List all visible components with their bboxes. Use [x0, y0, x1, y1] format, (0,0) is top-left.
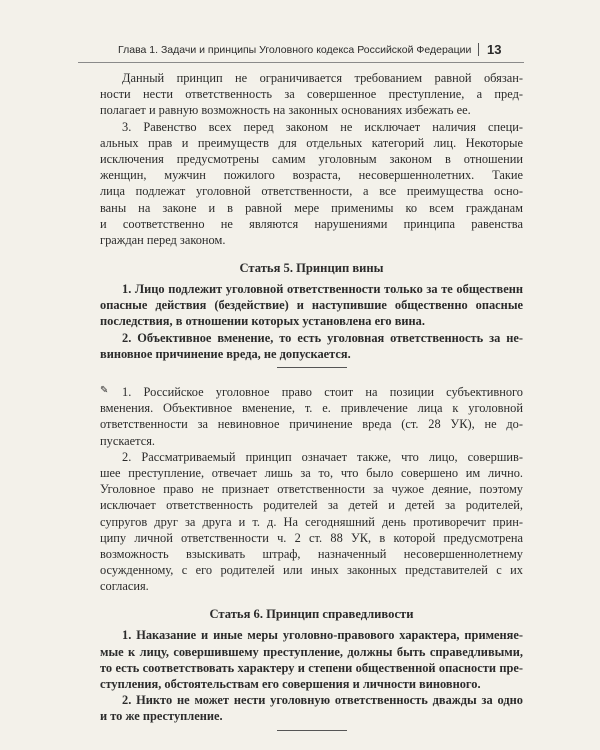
text-line: и то же преступление.	[100, 709, 223, 724]
text-line: 1. Лицо подлежит уголовной ответственности только за те общественн	[122, 282, 523, 297]
commentary-5-item-2	[100, 449, 523, 595]
text-line: исключения предусмотрены самим уголовным законом в отношении	[100, 151, 523, 166]
text-line: 2. Никто не может нести уголовную ответственность дважды за одно	[122, 693, 523, 708]
article-5-part-2	[100, 330, 523, 362]
section-divider	[277, 367, 347, 368]
text-line: 1. Российское уголовное право стоит на позиции субъективного	[122, 385, 523, 399]
intro-paragraph	[100, 70, 523, 119]
text-line: ности нести ответственность за совершенное преступление, а пред-	[100, 87, 523, 102]
pencil-icon: ✎	[100, 385, 109, 396]
article-6-part-1	[100, 627, 523, 692]
text-line: лица подлежат уголовной ответственности, а все преимущества осно-	[100, 184, 523, 199]
article-6-part-2	[100, 692, 523, 724]
text-line: виновное причинение вреда, не допускается.	[100, 346, 351, 361]
text-line: ступления, обстоятельствам его совершения и личности виновного.	[100, 677, 481, 691]
page-number: 13	[487, 42, 502, 57]
text-line: Уголовное право не признает ответственности за чужое деяние, поэтому	[100, 482, 523, 497]
article-6-title: Статья 6. Принцип справедливости	[209, 607, 414, 622]
text-line: опасные действия (бездействие) и наступившие общественно опасные	[100, 298, 523, 313]
text-line: мые к лицу, совершившему преступление, должны быть справедливыми,	[100, 644, 523, 659]
text-line: пускается.	[100, 433, 156, 448]
text-line: шее преступление, отвечает лишь за то, что было совершено им лично.	[100, 465, 523, 480]
text-line: последствия, в отношении которых установлена его вина.	[100, 314, 425, 329]
commentary-5-item-1	[100, 384, 523, 449]
text-line: 1. Наказание и иные меры уголовно-правового характера, применяе-	[122, 628, 523, 643]
article-5-part-1	[100, 281, 523, 330]
article-5-title: Статья 5. Принцип вины	[239, 261, 384, 276]
section-divider	[277, 730, 347, 731]
running-header	[118, 44, 520, 56]
text-line: 2. Рассматриваемый принцип означает также, что лицо, совершив-	[122, 449, 523, 464]
text-line: Данный принцип не ограничивается требованием равной обязан-	[122, 71, 523, 85]
header-rule	[78, 62, 524, 63]
text-line: граждан перед законом.	[100, 232, 226, 247]
chapter-title: Глава 1. Задачи и принципы Уголовного кодекса Российской Федерации	[118, 44, 472, 56]
text-line: то есть соответствовать характеру и степени общественной опасности пре-	[100, 660, 523, 675]
text-line: вменения. Объективное вменение, т. е. привлечение лица к уголовной	[100, 401, 523, 416]
text-line: полагает и равную возможность на законных основаниях избежать ее.	[100, 103, 471, 118]
text-line: ципу личной ответственности ч. 2 ст. 88 УК, в которой предусмотрена	[100, 530, 523, 545]
text-line: 2. Объективное вменение, то есть уголовная ответственность за не-	[122, 330, 523, 345]
page-body	[100, 70, 523, 736]
text-line: ваны на законе и в равной мере применимы ко всем гражданам	[100, 200, 523, 215]
text-line: женщин, мужчин пожилого возраста, несовершеннолетних. Такие	[100, 168, 523, 183]
text-line: и соответственно не являются нарушениями принципа равенства	[100, 216, 523, 231]
text-line: супругов друг за друга и т. д. На сегодняшний день противоречит прин-	[100, 514, 523, 529]
text-line: исключает ответственность родителей за детей и детей за родителей,	[100, 498, 523, 513]
text-line: альных прав и преимуществ для отдельных категорий лиц. Некоторые	[100, 135, 523, 150]
header-separator	[478, 43, 479, 56]
point-3-paragraph	[100, 119, 523, 249]
text-line: 3. Равенство всех перед законом не исключает наличия специ-	[122, 119, 523, 134]
text-line: осужденному, с его родителей или иных законных представителей с их	[100, 563, 523, 578]
text-line: возможность взыскивать штраф, назначенный несовершеннолетнему	[100, 546, 523, 561]
text-line: согласия.	[100, 579, 149, 594]
text-line: ответственности за невиновное причинение вреда (ст. 28 УК), не до-	[100, 417, 523, 432]
